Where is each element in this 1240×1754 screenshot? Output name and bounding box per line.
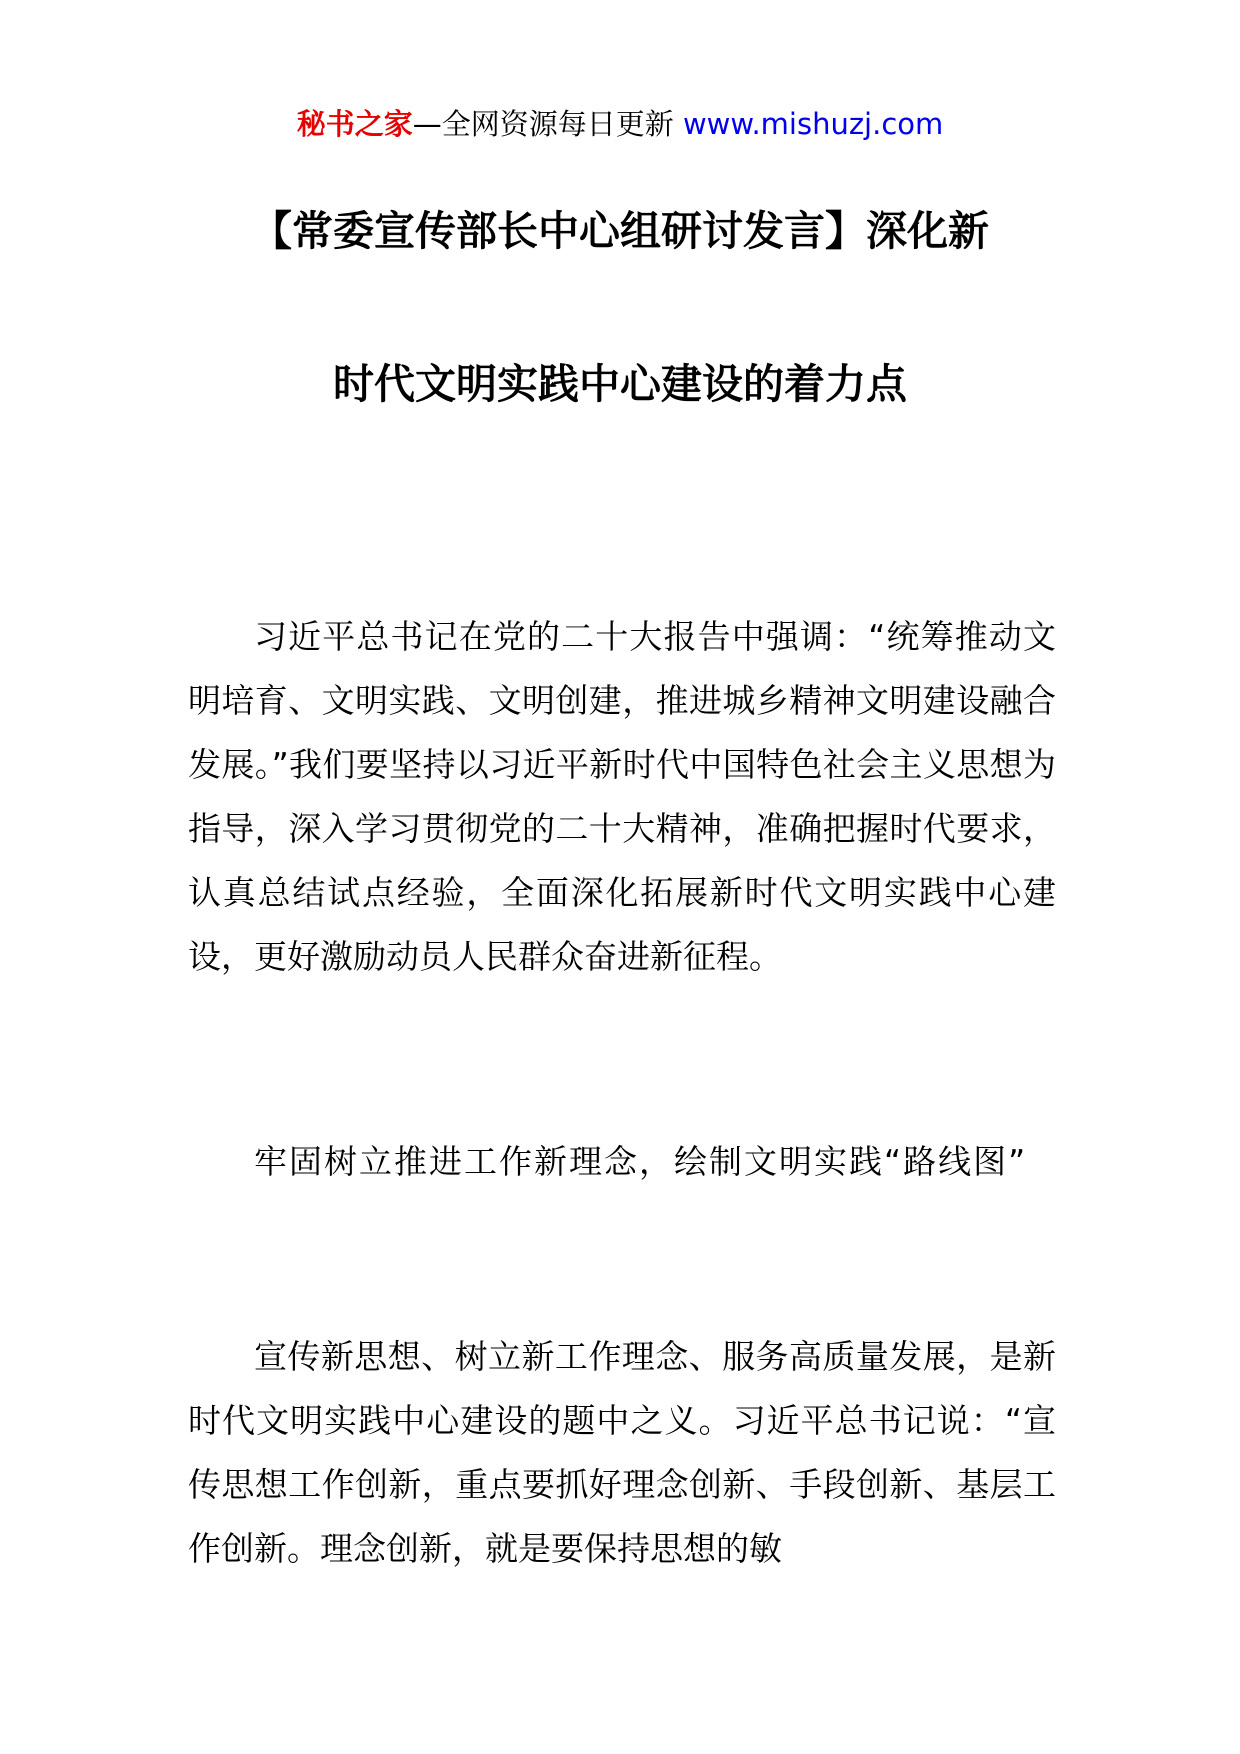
site-tagline: —全网资源每日更新: [412, 107, 683, 141]
site-header: [0, 104, 1240, 144]
section-heading: 牢固树立推进工作新理念，绘制文明实践“路线图”: [254, 1142, 1028, 1181]
body-paragraph-section: 宣传新思想、树立新工作理念、服务高质量发展，是新时代文明实践中心建设的题中之义。习近平总书记说：“宣传思想工作创新，重点要抓好理念创新、手段创新、基层工作创新。理念创新，就是要保持思想的敏: [188, 1337, 1056, 1568]
site-url-link[interactable]: www.mishuzj.com: [682, 107, 944, 141]
brand-name: 秘书之家: [296, 107, 413, 141]
body-paragraph-intro: 习近平总书记在党的二十大报告中强调：“统筹推动文明培育、文明实践、文明创建，推进城乡精神文明建设融合发展。”我们要坚持以习近平新时代中国特色社会主义思想为指导，深入学习贯彻党的二十大精神，准确把握时代要求，认真总结试点经验，全面深化拓展新时代文明实践中心建设，更好激励动员人民群众奋进新征程。: [188, 617, 1056, 976]
document-title-line-1: 【常委宣传部长中心组研讨发言】深化新: [251, 207, 989, 255]
document-title-line-2: 时代文明实践中心建设的着力点: [333, 360, 907, 408]
